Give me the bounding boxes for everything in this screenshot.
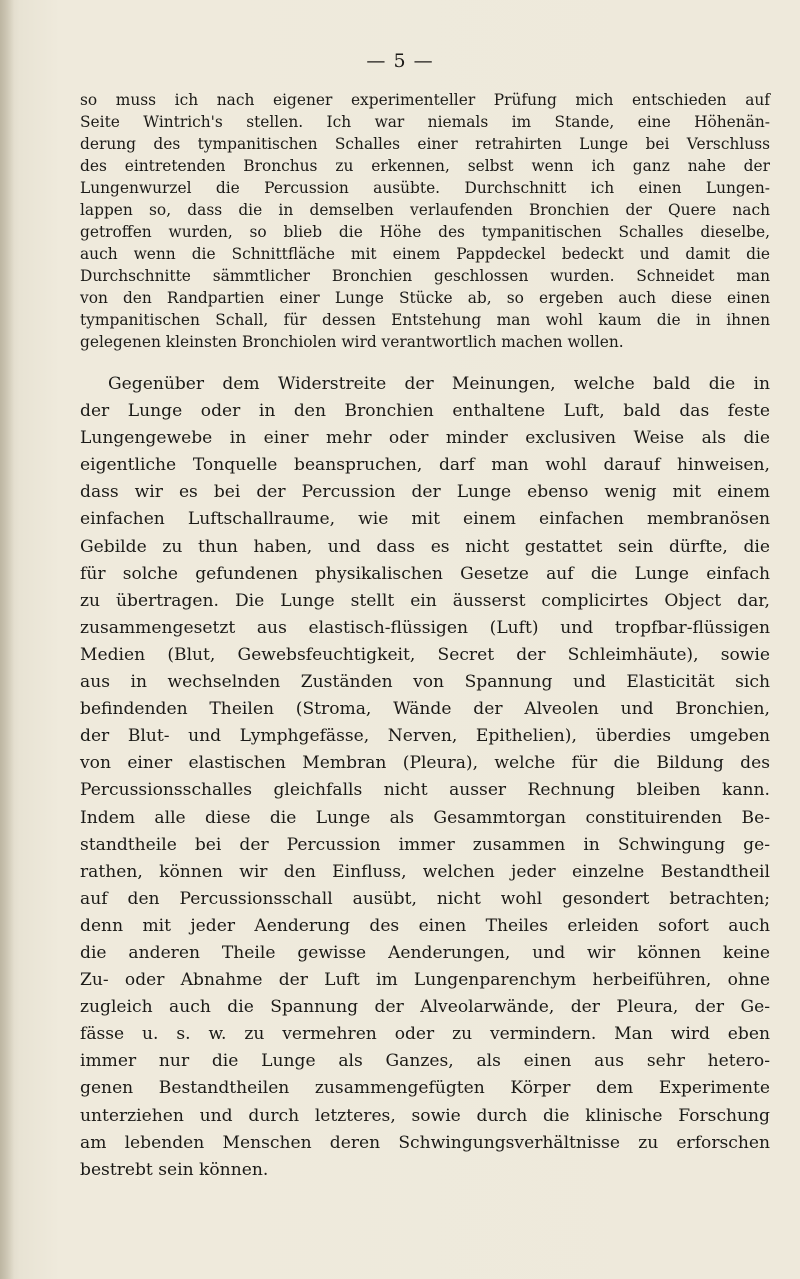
text-line: eigentliche Tonquelle beanspruchen, darf man wohl darauf hinweisen,	[80, 455, 770, 476]
text-line: von einer elastischen Membran (Pleura), welche für die Bildung des	[80, 753, 770, 774]
text-line: der Lunge oder in den Bronchien enthaltene Luft, bald das feste	[80, 401, 770, 422]
text-line: dass wir es bei der Percussion der Lunge ebenso wenig mit einem	[80, 482, 770, 503]
text-line: die anderen Theile gewisse Aenderungen, und wir können keine	[80, 942, 770, 963]
text-line: Percussionsschalles gleichfalls nicht ausser Rechnung bleiben kann.	[80, 780, 770, 801]
text-line: Medien (Blut, Gewebsfeuchtigkeit, Secret der Schleimhäute), sowie	[80, 644, 770, 665]
paragraph-2	[80, 371, 770, 1184]
text-line: für solche gefundenen physikalischen Gesetze auf die Lunge einfach	[80, 563, 770, 584]
text-line: von den Randpartien einer Lunge Stücke ab, so ergeben auch diese einen	[80, 289, 770, 307]
text-line: gelegenen kleinsten Bronchiolen wird verantwortlich machen wollen.	[80, 333, 624, 351]
text-line: der Blut- und Lymphgefässe, Nerven, Epithelien), überdies umgeben	[80, 726, 770, 747]
text-line: standtheile bei der Percussion immer zusammen in Schwingung ge-	[80, 834, 770, 855]
text-line: zu übertragen. Die Lunge stellt ein äusserst complicirtes Object dar,	[80, 590, 770, 611]
text-line: auch wenn die Schnittfläche mit einem Pappdeckel bedeckt und damit die	[80, 245, 770, 263]
text-line: derung des tympanitischen Schalles einer retrahirten Lunge bei Verschluss	[80, 135, 770, 153]
page-number: — 5 —	[366, 50, 434, 72]
text-line: rathen, können wir den Einfluss, welchen jeder einzelne Bestandtheil	[80, 861, 770, 882]
text-line: befindenden Theilen (Stroma, Wände der Alveolen und Bronchien,	[80, 699, 770, 720]
text-line: aus in wechselnden Zuständen von Spannung und Elasticität sich	[80, 672, 770, 693]
text-line: des eintretenden Bronchus zu erkennen, selbst wenn ich ganz nahe der	[80, 157, 770, 175]
text-line: getroffen wurden, so blieb die Höhe des tympanitischen Schalles dieselbe,	[80, 223, 770, 241]
text-line: auf den Percussionsschall ausübt, nicht wohl gesondert betrachten;	[80, 888, 770, 909]
text-line: zugleich auch die Spannung der Alveolarwände, der Pleura, der Ge-	[80, 997, 770, 1018]
text-line: denn mit jeder Aenderung des einen Theiles erleiden sofort auch	[80, 915, 770, 936]
text-line: einfachen Luftschallraume, wie mit einem einfachen membranösen	[80, 509, 770, 530]
text-line: tympanitischen Schall, für dessen Entstehung man wohl kaum die in ihnen	[80, 311, 770, 329]
text-line: immer nur die Lunge als Ganzes, als einen aus sehr hetero-	[80, 1051, 770, 1072]
spine-shadow	[0, 0, 14, 1279]
text-line: Lungengewebe in einer mehr oder minder exclusiven Weise als die	[80, 428, 770, 449]
text-line: bestrebt sein können.	[80, 1159, 269, 1180]
text-line: zusammengesetzt aus elastisch-flüssigen (Luft) und tropfbar-flüssigen	[80, 617, 770, 638]
text-line: unterziehen und durch letzteres, sowie durch die klinische Forschung	[80, 1105, 770, 1126]
text-line: genen Bestandtheilen zusammengefügten Körper dem Experimente	[80, 1078, 770, 1099]
text-line: Durchschnitte sämmtlicher Bronchien geschlossen wurden. Schneidet man	[80, 267, 770, 285]
text-line: Gegenüber dem Widerstreite der Meinungen, welche bald die in	[108, 374, 770, 394]
text-line: so muss ich nach eigener experimenteller Prüfung mich entschieden auf	[80, 91, 770, 109]
text-line: Zu- oder Abnahme der Luft im Lungenparenchym herbeiführen, ohne	[80, 970, 770, 991]
text-line: Seite Wintrich's stellen. Ich war niemals im Stande, eine Höhenän-	[80, 113, 770, 131]
text-line: fässe u. s. w. zu vermehren oder zu vermindern. Man wird eben	[80, 1024, 770, 1045]
text-line: Lungenwurzel die Percussion ausübte. Durchschnitt ich einen Lungen-	[80, 179, 770, 197]
text-line: Gebilde zu thun haben, und dass es nicht gestattet sein dürfte, die	[80, 536, 770, 557]
text-line: Indem alle diese die Lunge als Gesammtorgan constituirenden Be-	[80, 807, 770, 828]
text-line: lappen so, dass die in demselben verlaufenden Bronchien der Quere nach	[80, 201, 770, 219]
paragraph-1	[80, 89, 770, 353]
text-line: am lebenden Menschen deren Schwingungsverhältnisse zu erforschen	[80, 1132, 770, 1153]
